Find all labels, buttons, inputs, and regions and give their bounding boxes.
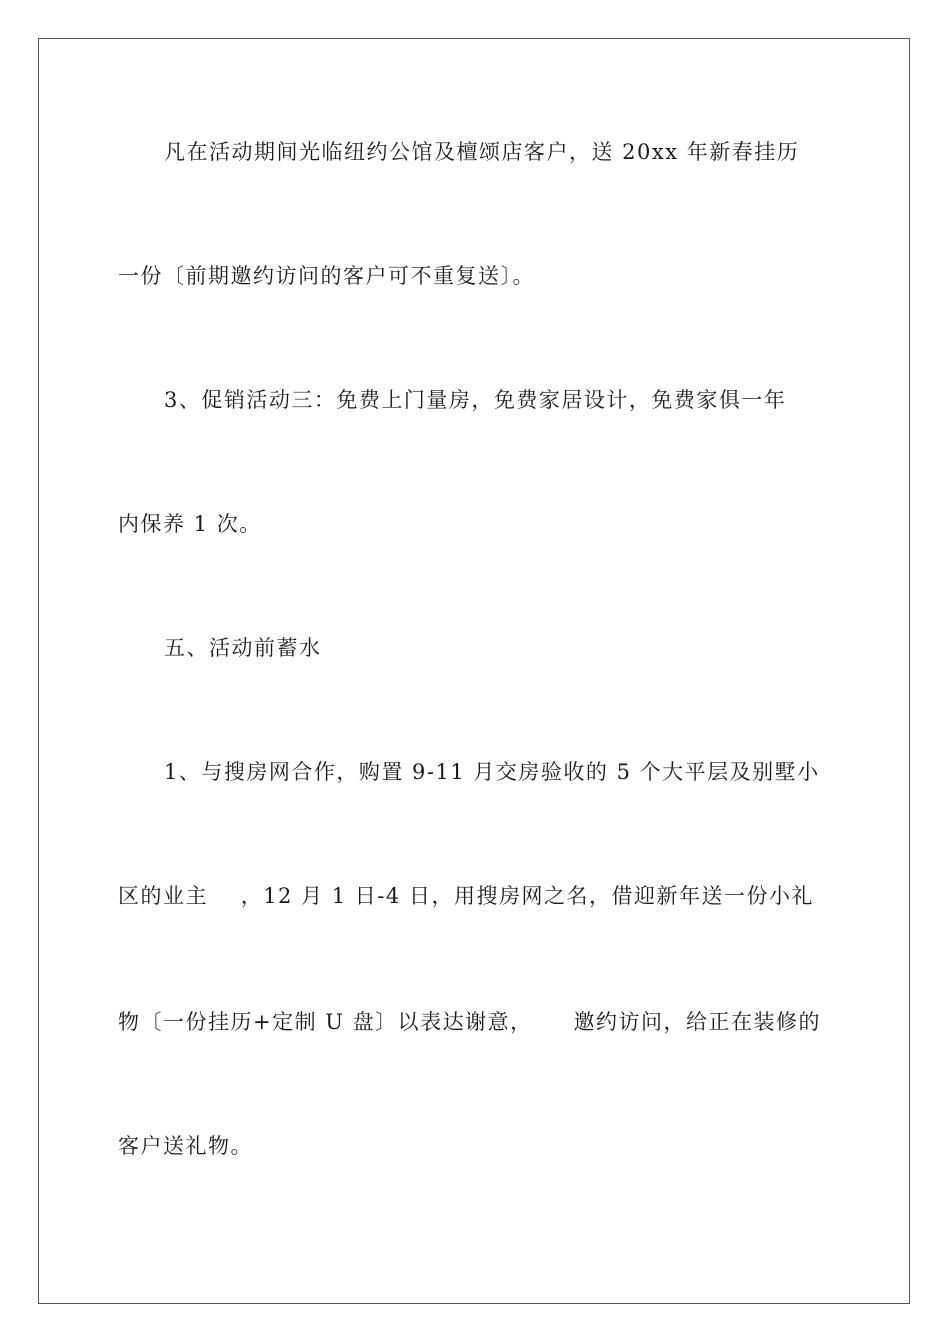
paragraph-line: 1、与搜房网合作，购置 9-11 月交房验收的 5 个大平层及别墅小: [164, 760, 820, 784]
paragraph-line: 物〔一份挂历+定制 U 盘〕以表达谢意， 邀约访问，给正在装修的: [118, 1010, 822, 1034]
paragraph-line: 客户送礼物。: [118, 1134, 253, 1158]
paragraph-line: 内保养 1 次。: [118, 512, 262, 536]
paragraph-line: 3、促销活动三：免费上门量房，免费家居设计，免费家俱一年: [164, 388, 787, 412]
paragraph-line: 凡在活动期间光临纽约公馆及檀颂店客户，送 20xx 年新春挂历: [164, 140, 800, 164]
paragraph-line: 区的业主 ，12 月 1 日-4 日，用搜房网之名，借迎新年送一份小礼: [118, 884, 814, 908]
page-border: [38, 38, 910, 1304]
paragraph-line: 一份〔前期邀约访问的客户可不重复送〕。: [118, 264, 535, 288]
section-heading: 五、活动前蓄水: [164, 636, 322, 660]
